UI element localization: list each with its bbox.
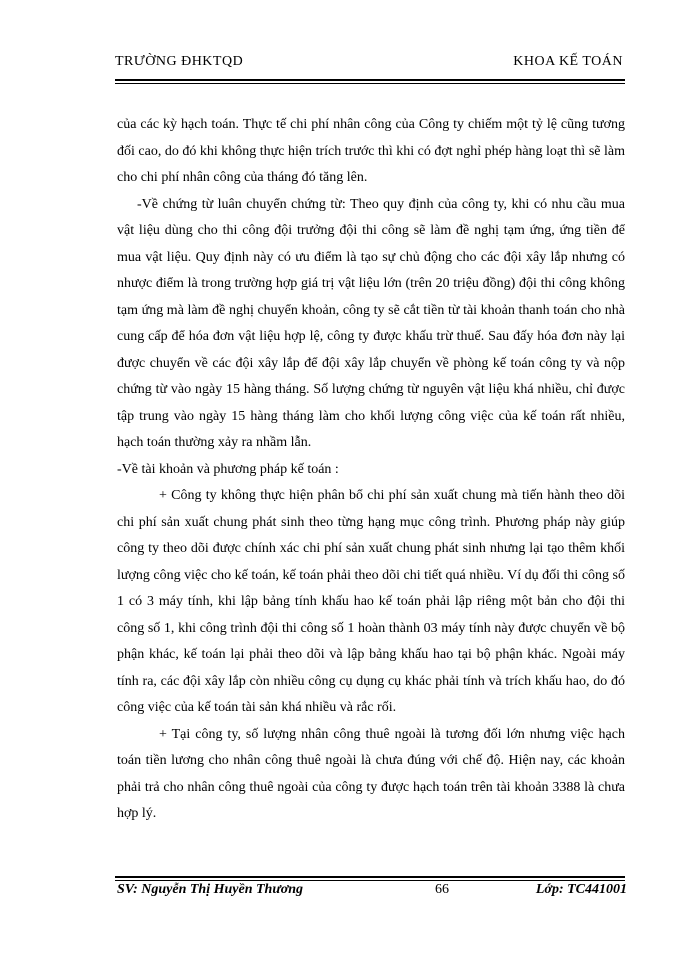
document-body bbox=[117, 112, 625, 828]
page-footer bbox=[117, 882, 627, 904]
footer-class: Lớp: TC441001 bbox=[535, 882, 627, 897]
header-university: TRƯỜNG ĐHKTQD bbox=[115, 54, 244, 69]
footer-divider-thin bbox=[115, 880, 625, 881]
footer-student-name: SV: Nguyễn Thị Huyền Thương bbox=[117, 882, 303, 897]
paragraph-accounts-heading: -Về tài khoản và phương pháp kế toán : bbox=[117, 461, 339, 477]
header-faculty: KHOA KẾ TOÁN bbox=[513, 54, 623, 69]
paragraph-documents: -Về chứng từ luân chuyển chứng từ: Theo quy định của công ty, khi có nhu cầu mua vật liệu dùng cho thi công đội trưởng đội thi công sẽ làm đề nghị tạm ứng, ứng tiền để mua vật liệu. Quy định này có ưu điểm là tạo sự chủ động cho các đội xây lắp nhưng có nhược điểm là trong trường hợp giá trị vật liệu lớn (trên 20 triệu đồng) đội thi công không tạm ứng mà làm đề nghị chuyển khoản, công ty sẽ cắt tiền từ tài khoản thanh toán cho nhà cung cấp để hóa đơn vật liệu hợp lệ, công ty được khấu trừ thuế. Sau đấy hóa đơn này lại được chuyển về các đội xây lắp để đội xây lắp chuyển về phòng kế toán công ty và nộp chứng từ vào ngày 15 hàng tháng. Số lượng chứng từ nguyên vật liệu khá nhiều, chỉ được tập trung vào ngày 15 hàng tháng làm cho khối lượng công việc của kế toán rất nhiều, hạch toán thường xảy ra nhầm lẫn. bbox=[117, 196, 625, 450]
page-number: 66 bbox=[435, 882, 449, 897]
header-divider-thin bbox=[115, 83, 625, 84]
paragraph-intro: của các kỳ hạch toán. Thực tế chi phí nhân công của Công ty chiếm một tỷ lệ cũng tương đối cao, do đó khi không thực hiện trích trước thì khi có đợt nghỉ phép hàng loạt thì sẽ làm cho chi phí nhân công của tháng đó tăng lên. bbox=[117, 117, 625, 185]
page-header bbox=[115, 54, 623, 76]
header-divider bbox=[115, 79, 625, 81]
paragraph-outsourced-labor: + Tại công ty, số lượng nhân công thuê ngoài là tương đối lớn nhưng việc hạch toán tiền lương cho nhân công thuê ngoài là chưa đúng với chế độ. Hiện nay, các khoản phải trả cho nhân công thuê ngoài của công ty được hạch toán trên tài khoản 3388 là chưa hợp lý. bbox=[117, 726, 625, 821]
paragraph-overhead-costs: + Công ty không thực hiện phân bổ chi phí sản xuất chung mà tiến hành theo dõi chi phí sản xuất chung phát sinh theo từng hạng mục công trình. Phương pháp này giúp công ty theo dõi được chính xác chi phí sản xuất chung phát sinh nhưng lại tạo thêm khối lượng công việc cho kế toán, kế toán phải theo dõi chi tiết quá nhiều. Ví dụ đối thi công số 1 có 3 máy tính, khi lập bảng tính khấu hao kế toán phải lập riêng một bản cho đội thi công số 1, khi công trình đội thi công số 1 hoàn thành 03 máy tính này được chuyển về bộ phận khác, kế toán lại phải theo dõi và lập bảng khấu hao tại bộ phận khác. Ngoài máy tính ra, các đội xây lắp còn nhiều công cụ dụng cụ khác phải tính và trích khấu hao, do đó công việc của kế toán tài sản khá nhiều và rắc rối. bbox=[117, 488, 625, 715]
footer-divider bbox=[115, 876, 625, 878]
